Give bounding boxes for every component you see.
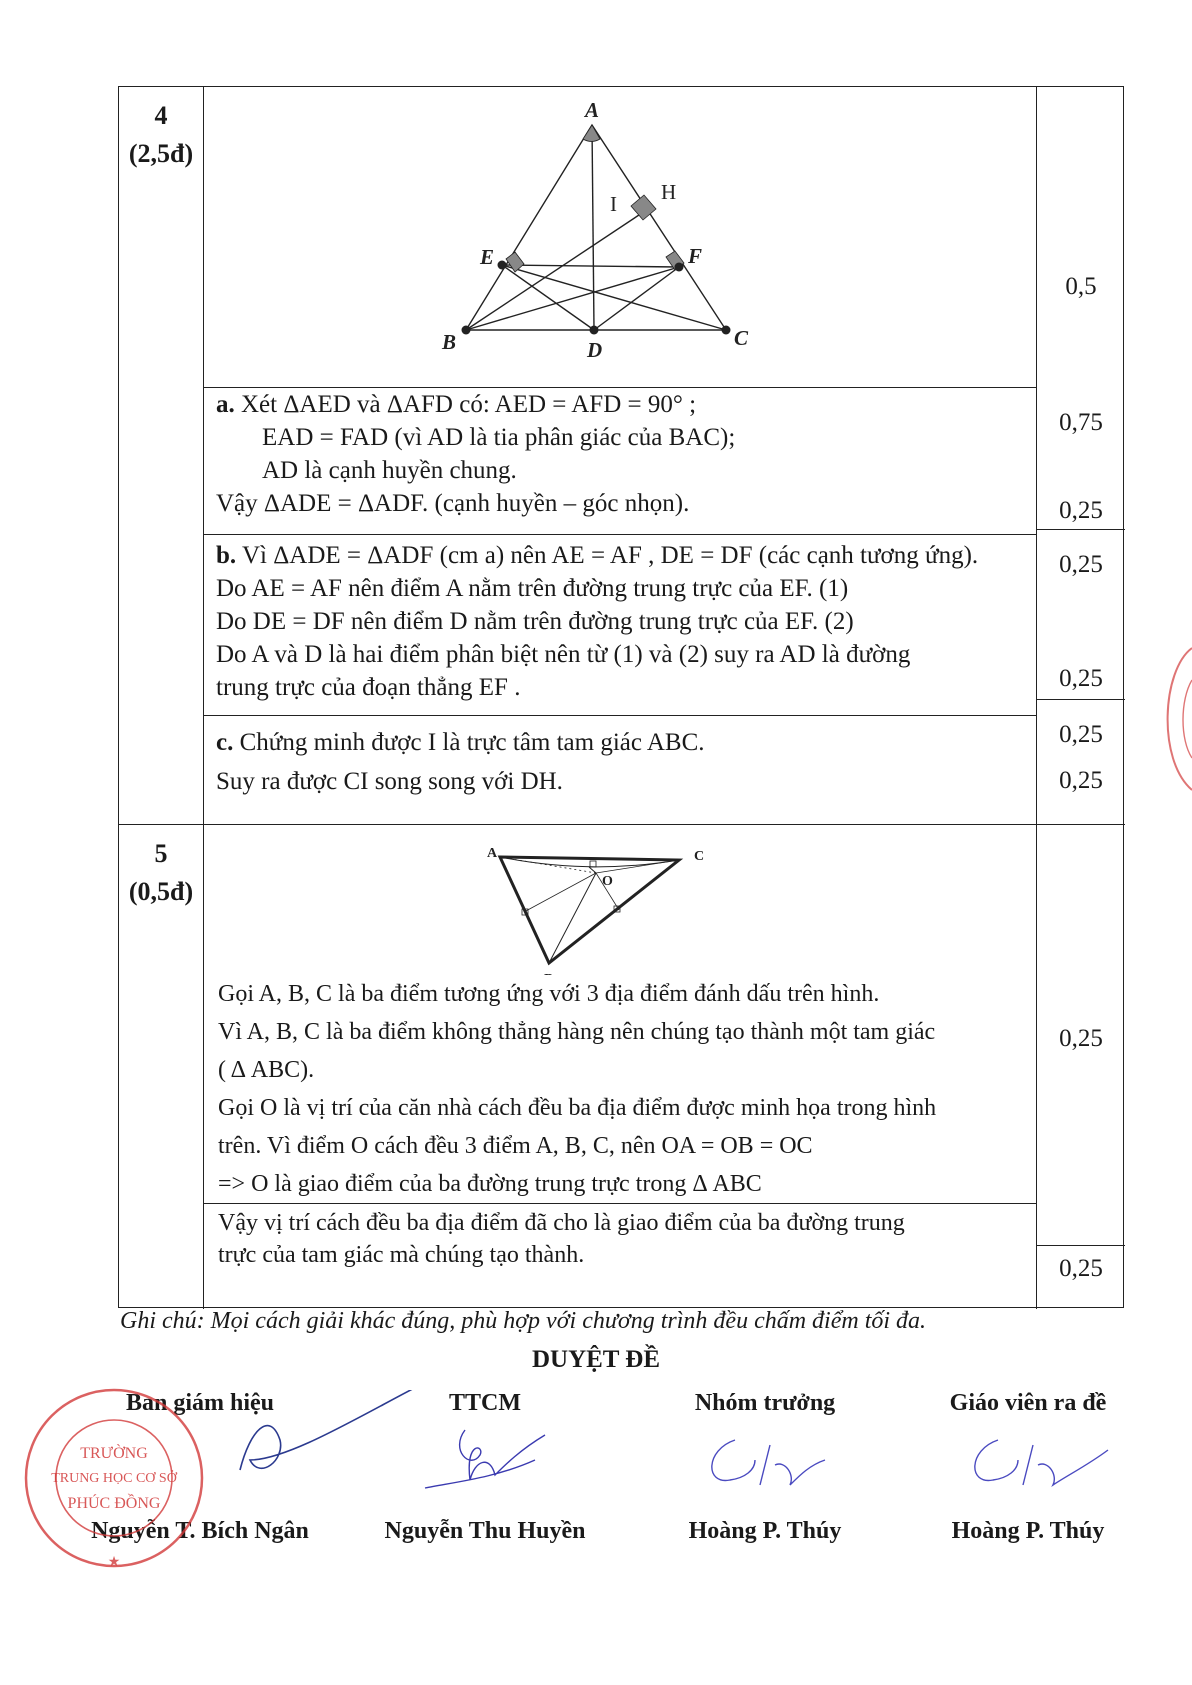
q5-points: (0,5đ)	[128, 877, 194, 906]
q5-line-3: ( Δ ABC).	[218, 1057, 315, 1083]
stamp-line-3: PHÚC ĐỒNG	[67, 1495, 161, 1512]
label-d: D	[587, 338, 603, 362]
q4-number: 4	[154, 101, 168, 130]
q4c-line-1: c. Chứng minh được I là trực tâm tam giác ABC.	[216, 729, 705, 756]
q5-line-2: Vì A, B, C là ba điểm không thẳng hàng nên chúng tạo thành một tam giác	[218, 1019, 936, 1045]
q4c-score-1: 0,25	[1059, 721, 1103, 748]
signature-teacher	[898, 1390, 1158, 1560]
q4a-line-2: EAD = FAD (vì AD là tia phân giác của BAC);	[262, 424, 736, 451]
signature-title: Giáo viên ra đề	[949, 1390, 1107, 1416]
q4c-line-2: Suy ra được CI song song với DH.	[216, 768, 563, 795]
q4a-score-2: 0,25	[1059, 497, 1103, 524]
q5-line-7: Vậy vị trí cách đều ba địa điểm đã cho là giao điểm của ba đường trung	[204, 1203, 1036, 1240]
school-stamp	[18, 1386, 218, 1586]
q5-line-6: => O là giao điểm của ba đường trung trực trong Δ ABC	[218, 1171, 762, 1197]
q5-line-4: Gọi O là vị trí của căn nhà cách đều ba địa điểm được minh họa trong hình	[218, 1095, 937, 1121]
triangle-abc-figure	[204, 87, 1037, 387]
q4-part-b	[204, 534, 1036, 715]
q4b-line-2: Do AE = AF nên điểm A nằm trên đường trung trực của EF. (1)	[216, 575, 849, 602]
q5-score-cell	[1037, 825, 1125, 1309]
q4-part-c	[204, 715, 1036, 824]
q4-fig-score: 0,5	[1065, 273, 1097, 300]
signature-name: Hoàng P. Thúy	[688, 1518, 842, 1544]
q4a-score-1: 0,75	[1059, 409, 1103, 436]
q4b-score-2: 0,25	[1059, 665, 1103, 692]
stamp-line-1: TRƯỜNG	[80, 1445, 148, 1462]
q4b-line-1: b. Vì ΔADE = ΔADF (cm a) nên AE = AF , DE = DF (các cạnh tương ứng).	[216, 542, 979, 569]
signature-title: Ban giám hiệu	[125, 1390, 275, 1416]
signature-ttcm	[355, 1390, 615, 1560]
grading-note: Ghi chú: Mọi cách giải khác đúng, phù hợp với chương trình đều chấm điểm tối đa.	[120, 1308, 927, 1334]
q5-label-o: O	[602, 874, 613, 889]
star-icon: ★	[107, 1555, 121, 1570]
signature-drawing	[948, 1420, 1148, 1520]
q4a-line-4: Vậy ΔADE = ΔADF. (cạnh huyền – góc nhọn).	[216, 490, 690, 517]
q5-content-cell	[204, 825, 1037, 1309]
q4c-score-2: 0,25	[1059, 767, 1103, 794]
q4-points: (2,5đ)	[128, 139, 194, 168]
signature-drawing	[395, 1420, 595, 1520]
label-f: F	[688, 244, 703, 268]
q5-label-a: A	[487, 846, 498, 861]
partial-stamp-edge	[1152, 640, 1192, 800]
q4-part-a	[204, 387, 1036, 534]
q4b-line-3: Do DE = DF nên điểm D nằm trên đường trung trực của EF. (2)	[216, 608, 854, 635]
signature-name: Nguyễn Thu Huyền	[384, 1518, 586, 1544]
q5-label-c: C	[694, 849, 705, 864]
label-e: E	[480, 245, 495, 269]
label-a: A	[585, 98, 600, 122]
q4-content-cell	[204, 87, 1037, 825]
signature-title: Nhóm trưởng	[694, 1390, 836, 1416]
label-b: B	[442, 330, 457, 354]
q4a-line-1: a. Xét ΔAED và ΔAFD có: AED = AFD = 90° ;	[216, 391, 697, 418]
label-h: H	[661, 180, 677, 204]
q4b-line-5: trung trực của đoạn thẳng EF .	[216, 674, 521, 701]
q5-line-8: trực của tam giác mà chúng tạo thành.	[218, 1242, 585, 1268]
signature-title: TTCM	[449, 1390, 521, 1416]
q4-number-cell	[119, 87, 204, 825]
q5-label-b	[544, 972, 553, 975]
signature-name: Nguyễn T. Bích Ngân	[91, 1518, 309, 1544]
q4-figure	[204, 87, 1036, 387]
q5-score-1: 0,25	[1059, 1025, 1103, 1052]
q4a-line-3: AD là cạnh huyền chung.	[262, 457, 517, 484]
q5-number-cell	[119, 825, 204, 1309]
answer-table	[118, 86, 1124, 1308]
label-i: I	[610, 192, 617, 216]
signature-drawing	[685, 1420, 885, 1520]
label-c: C	[734, 326, 749, 350]
q5-line-1: Gọi A, B, C là ba điểm tương ứng với 3 địa điểm đánh dấu trên hình.	[218, 981, 880, 1007]
signature-group-leader	[635, 1390, 895, 1560]
q5-number: 5	[154, 839, 168, 868]
q5-score-2: 0,25	[1059, 1255, 1103, 1282]
q5-figure	[204, 825, 1036, 975]
q4-score-cell	[1037, 87, 1125, 825]
q5-text	[204, 975, 1036, 1270]
q5-line-5: trên. Vì điểm O cách đều 3 điểm A, B, C, nên OA = OB = OC	[218, 1133, 813, 1159]
signature-name: Hoàng P. Thúy	[951, 1518, 1105, 1544]
approve-title: DUYỆT ĐỀ	[531, 1346, 661, 1373]
q4b-line-4: Do A và D là hai điểm phân biệt nên từ (1) và (2) suy ra AD là đường	[216, 641, 911, 668]
triangle-abc-o-figure	[204, 825, 1037, 975]
stamp-line-2: TRUNG HỌC CƠ SỞ	[51, 1471, 177, 1486]
q4b-score-1: 0,25	[1059, 551, 1103, 578]
